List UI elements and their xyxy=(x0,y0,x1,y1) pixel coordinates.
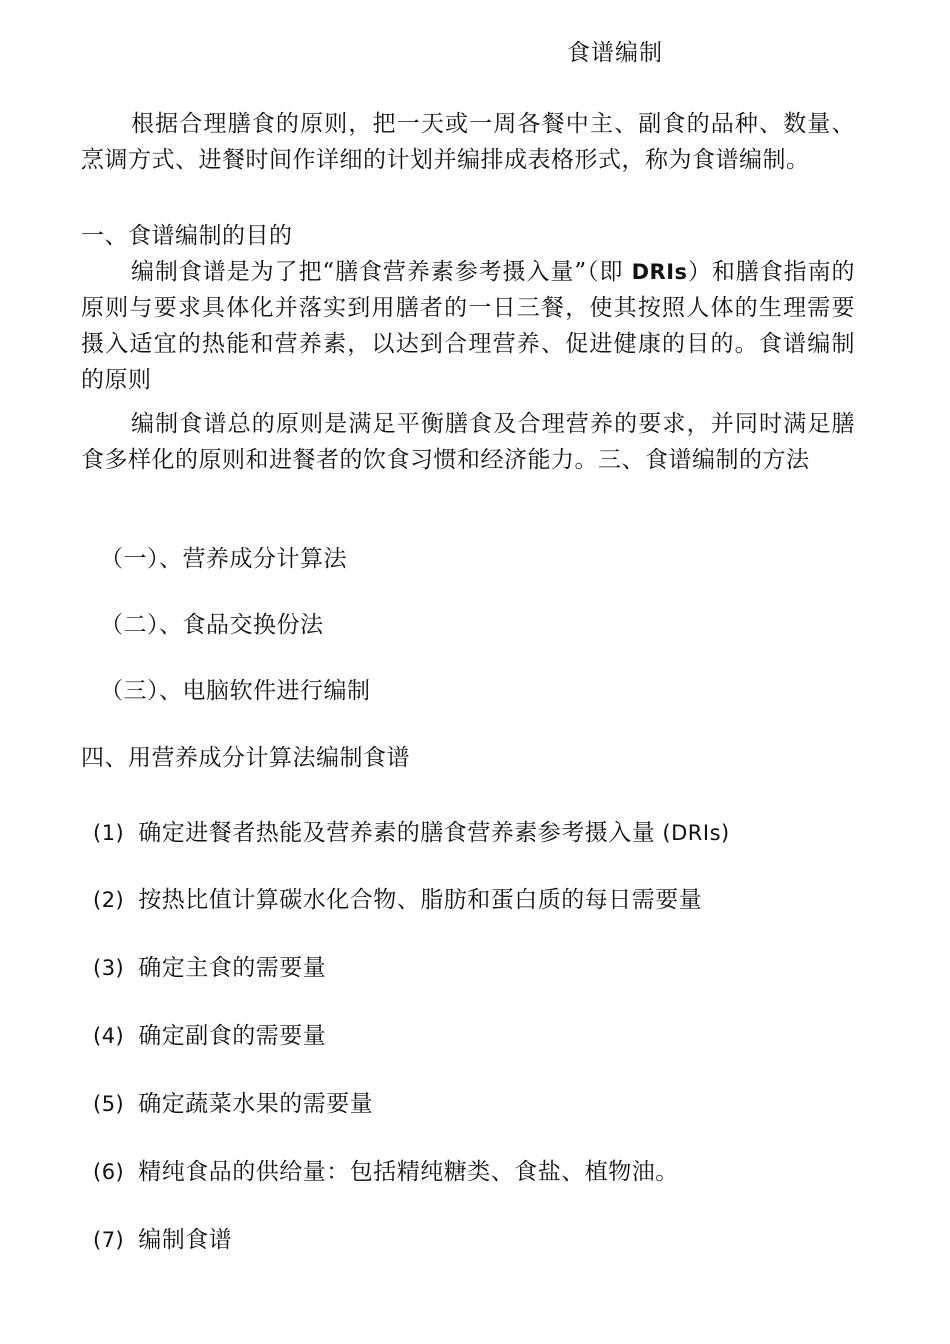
step-item xyxy=(93,815,730,851)
step-item xyxy=(93,1018,326,1054)
section-heading-purpose: 一、食谱编制的目的 xyxy=(81,223,293,249)
purpose-paragraph xyxy=(81,254,855,398)
principle-paragraph: 编制食谱总的原则是满足平衡膳食及合理营养的要求，并同时满足膳食多样化的原则和进餐者的饮食习惯和经济能力。三、食谱编制的方法 xyxy=(81,411,855,473)
method-item: （二）、食品交换份法 xyxy=(100,612,324,638)
step-text: 确定副食的需要量 xyxy=(138,1023,327,1049)
step-text: 确定主食的需要量 xyxy=(138,955,327,981)
step-item xyxy=(93,1222,232,1258)
method-item: （一）、营养成分计算法 xyxy=(100,546,347,572)
step-item xyxy=(93,1154,679,1190)
step-text: 确定进餐者热能及营养素的膳食营养素参考摄入量 xyxy=(138,820,656,846)
section-heading-calculation: 四、用营养成分计算法编制食谱 xyxy=(81,745,410,771)
step-number: (6) xyxy=(93,1160,125,1184)
purpose-text-post: ）和膳食指南的原则与要求具体化并落实到用膳者的一日三餐，使其按照人体的生理需要摄入适宜的热能和营养素，以达到合理营养、促进健康的目的。食谱编制的原则 xyxy=(81,259,856,393)
step-item xyxy=(93,882,702,918)
step-latin: (DRIs) xyxy=(655,821,730,845)
step-text: 编制食谱 xyxy=(138,1227,233,1253)
step-number: (2) xyxy=(93,888,125,912)
step-number: (7) xyxy=(93,1228,125,1252)
method-item: （三）、电脑软件进行编制 xyxy=(100,678,371,704)
step-text: 按热比值计算碳水化合物、脂肪和蛋白质的每日需要量 xyxy=(138,887,703,913)
step-text: 精纯食品的供给量：包括精纯糖类、食盐、植物油。 xyxy=(138,1159,679,1185)
step-item xyxy=(93,950,326,986)
step-number: (3) xyxy=(93,956,125,980)
intro-paragraph: 根据合理膳食的原则，把一天或一周各餐中主、副食的品种、数量、烹调方式、进餐时间作详细的计划并编排成表格形式，称为食谱编制。 xyxy=(81,111,855,173)
step-text: 确定蔬菜水果的需要量 xyxy=(138,1091,374,1117)
step-item xyxy=(93,1086,373,1122)
purpose-text-pre: 编制食谱是为了把“膳食营养素参考摄入量”（即 xyxy=(131,259,632,285)
step-number: (1) xyxy=(93,821,125,845)
step-number: (4) xyxy=(93,1024,125,1048)
step-number: (5) xyxy=(93,1092,125,1116)
dris-abbreviation: DRIs xyxy=(631,260,688,284)
page-title: 食谱编制 xyxy=(567,40,663,66)
